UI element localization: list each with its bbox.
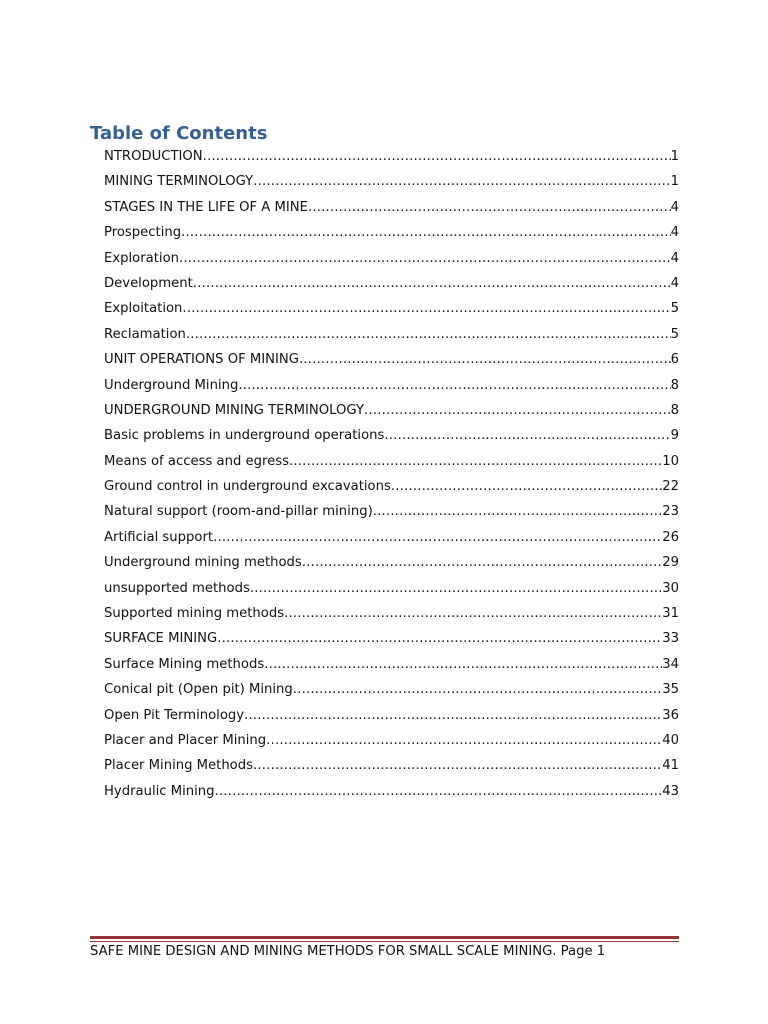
toc-entry-page: 41 [662, 758, 679, 774]
toc-entry[interactable] [104, 146, 679, 171]
toc-dot-leader [302, 552, 662, 574]
toc-entry[interactable] [104, 781, 679, 806]
toc-entry-page: 4 [670, 225, 679, 241]
toc-entry-page: 10 [662, 453, 679, 469]
toc-entry-text: UNIT OPERATIONS OF MINING [104, 352, 299, 368]
toc-dot-leader [217, 628, 662, 650]
toc-entry[interactable] [104, 248, 679, 273]
toc-dot-leader [253, 755, 662, 777]
toc-entry-text: Supported mining methods [104, 606, 285, 622]
toc-dot-leader [179, 248, 671, 270]
toc-entry-text: MINING TERMINOLOGY [104, 174, 254, 190]
toc-entry[interactable] [104, 628, 679, 653]
toc-entry-page: 8 [670, 402, 679, 418]
toc-dot-leader [384, 425, 670, 447]
toc-dot-leader [186, 324, 671, 346]
toc-entry-page: 36 [662, 707, 679, 723]
toc-entry[interactable] [104, 451, 679, 476]
toc-dot-leader [289, 451, 662, 473]
toc-dot-leader [250, 578, 662, 600]
toc-entry[interactable] [104, 603, 679, 628]
toc-dot-leader [213, 527, 662, 549]
toc-entry-text: Exploration [104, 250, 180, 266]
toc-entry[interactable] [104, 197, 679, 222]
toc-entry-text: Artificial support [104, 529, 214, 545]
toc-title: Table of Contents [90, 123, 268, 144]
toc-entry-page: 5 [670, 301, 679, 317]
toc-entry-text: Surface Mining methods [104, 656, 265, 672]
toc-entry-text: Exploitation [104, 301, 183, 317]
toc-entry-page: 29 [662, 555, 679, 571]
toc-entry-text: Development [104, 275, 193, 291]
toc-entry[interactable] [104, 578, 679, 603]
toc-entry-page: 40 [662, 732, 679, 748]
toc-dot-leader [308, 197, 671, 219]
toc-entry-page: 5 [670, 326, 679, 342]
toc-entry[interactable] [104, 705, 679, 730]
toc-entry-page: 4 [670, 275, 679, 291]
toc-dot-leader [299, 349, 671, 371]
toc-dot-leader [215, 781, 663, 803]
toc-entry-page: 6 [670, 352, 679, 368]
toc-entry-page: 43 [662, 783, 679, 799]
toc-entry-text: Ground control in underground excavations [104, 479, 391, 495]
toc-entry[interactable] [104, 679, 679, 704]
toc-entry-text: Underground mining methods [104, 555, 302, 571]
toc-entry-page: 22 [662, 479, 679, 495]
toc-entry-page: 26 [662, 529, 679, 545]
toc-entry[interactable] [104, 273, 679, 298]
toc-entry-page: 4 [670, 199, 679, 215]
toc-dot-leader [373, 501, 663, 523]
toc-entry[interactable] [104, 425, 679, 450]
toc-entry[interactable] [104, 375, 679, 400]
toc-entry[interactable] [104, 400, 679, 425]
toc-entry-text: Basic problems in underground operations [104, 428, 385, 444]
toc-entry-text: Natural support (room-and-pillar mining) [104, 504, 373, 520]
toc-entry-page: 1 [670, 174, 679, 190]
toc-dot-leader [264, 654, 662, 676]
toc-entry[interactable] [104, 552, 679, 577]
toc-entry-text: Placer Mining Methods [104, 758, 253, 774]
toc-entry[interactable] [104, 349, 679, 374]
toc-entry-text: UNDERGROUND MINING TERMINOLOGY [104, 402, 365, 418]
toc-entry-page: 23 [662, 504, 679, 520]
toc-dot-leader [293, 679, 662, 701]
toc-entry[interactable] [104, 222, 679, 247]
toc-dot-leader [182, 298, 670, 320]
toc-entry-text: NTRODUCTION [104, 149, 203, 164]
toc-dot-leader [266, 730, 662, 752]
toc-dot-leader [244, 705, 662, 727]
toc-dot-leader [253, 171, 670, 193]
footer-rule-thin [90, 941, 679, 942]
toc-entry-page: 30 [662, 580, 679, 596]
toc-entry-page: 4 [670, 250, 679, 266]
toc-entry-page: 35 [662, 682, 679, 698]
toc-entry-text: SURFACE MINING [104, 631, 218, 647]
toc-entry-page: 33 [662, 631, 679, 647]
toc-list [104, 146, 679, 806]
toc-dot-leader [193, 273, 671, 295]
toc-entry[interactable] [104, 324, 679, 349]
toc-entry-page: 8 [670, 377, 679, 393]
toc-entry-page: 31 [662, 606, 679, 622]
toc-entry[interactable] [104, 476, 679, 501]
toc-entry[interactable] [104, 654, 679, 679]
toc-dot-leader [181, 222, 671, 244]
toc-entry-text: unsupported methods [104, 580, 250, 596]
toc-dot-leader [364, 400, 671, 422]
toc-dot-leader [391, 476, 662, 498]
toc-entry[interactable] [104, 730, 679, 755]
toc-entry[interactable] [104, 501, 679, 526]
toc-entry-text: Means of access and egress [104, 453, 289, 469]
toc-entry-text: Conical pit (Open pit) Mining [104, 682, 293, 698]
toc-entry[interactable] [104, 755, 679, 780]
toc-entry-page: 1 [670, 149, 679, 164]
toc-dot-leader [203, 146, 671, 168]
toc-entry-page: 34 [662, 656, 679, 672]
toc-entry-text: Hydraulic Mining [104, 783, 215, 799]
toc-entry[interactable] [104, 171, 679, 196]
toc-entry-text: Prospecting [104, 225, 182, 241]
footer-rule [90, 936, 679, 939]
toc-dot-leader [284, 603, 662, 625]
toc-entry-text: Placer and Placer Mining [104, 732, 267, 748]
toc-entry-text: Reclamation [104, 326, 186, 342]
toc-entry-text: Open Pit Terminology [104, 707, 245, 723]
page-footer: SAFE MINE DESIGN AND MINING METHODS FOR SMALL SCALE MINING. Page 1 [90, 944, 606, 959]
toc-dot-leader [238, 375, 670, 397]
toc-entry-page: 9 [670, 428, 679, 444]
toc-entry-text: Underground Mining [104, 377, 239, 393]
toc-entry[interactable] [104, 527, 679, 552]
toc-entry-text: STAGES IN THE LIFE OF A MINE [104, 199, 308, 215]
toc-entry[interactable] [104, 298, 679, 323]
